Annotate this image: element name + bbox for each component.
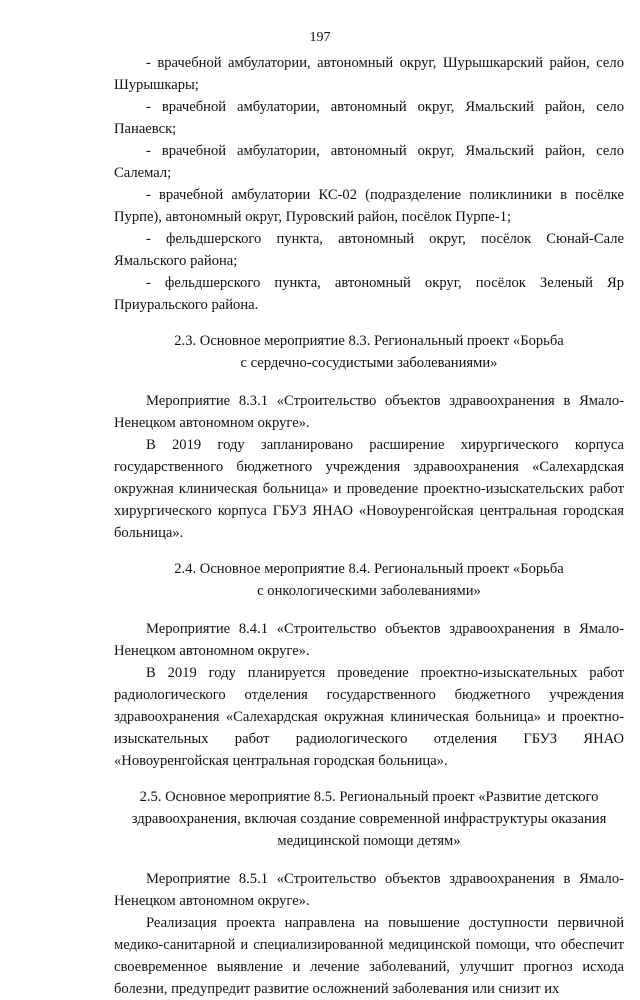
- list-item: - врачебной амбулатории КС-02 (подразделение поликлиники в посёлке Пурпе), автономный округ, Пуровский район, посёлок Пурпе-1;: [114, 187, 624, 225]
- heading-line: 2.3. Основное мероприятие 8.3. Региональный проект «Борьба: [174, 333, 564, 349]
- heading-line: 2.4. Основное мероприятие 8.4. Региональный проект «Борьба: [174, 561, 564, 577]
- paragraph: В 2019 году запланировано расширение хирургического корпуса государственного бюджетного учреждения здравоохранения «Салехардская окружная клиническая больница» и проведение проектно-изыскательских работ хирургического корпуса ГБУЗ ЯНАО «Новоуренгойская центральная городская больница».: [114, 437, 624, 541]
- heading-line: с сердечно-сосудистыми заболеваниями»: [240, 355, 498, 371]
- section-heading-2-4: [114, 558, 624, 602]
- paragraph: Реализация проекта направлена на повышение доступности первичной медико-санитарной и специализированной медицинской помощи, что обеспечит своевременное выявление и лечение заболеваний, улучшит прогноз исхода болезни, предупредит развитие осложнений заболевания или снизит их: [114, 915, 624, 997]
- list-item: - врачебной амбулатории, автономный округ, Шурышкарский район, село Шурышкары;: [114, 55, 624, 93]
- paragraph: Мероприятие 8.3.1 «Строительство объектов здравоохранения в Ямало-Ненецком автономном округе».: [114, 393, 624, 431]
- paragraph: Мероприятие 8.4.1 «Строительство объектов здравоохранения в Ямало-Ненецком автономном округе».: [114, 621, 624, 659]
- list-item: - фельдшерского пункта, автономный округ, посёлок Зеленый Яр Приуральского района.: [114, 275, 624, 313]
- section-heading-2-5: [106, 786, 632, 852]
- heading-line: 2.5. Основное мероприятие 8.5. Региональный проект «Развитие детского: [139, 789, 599, 805]
- paragraph: В 2019 году планируется проведение проектно-изыскательных работ радиологического отделения государственного бюджетного учреждения здравоохранения «Салехардская окружная клиническая больница» и проектно-изыскательных работ радиологического отделения ГБУЗ ЯНАО «Новоуренгойская центральная городская больница».: [114, 665, 624, 769]
- list-item: - фельдшерского пункта, автономный округ, посёлок Сюнай-Сале Ямальского района;: [114, 231, 624, 269]
- section-heading-2-3: [114, 330, 624, 374]
- list-item: - врачебной амбулатории, автономный округ, Ямальский район, село Панаевск;: [114, 99, 624, 137]
- heading-line: с онкологическими заболеваниями»: [257, 583, 481, 599]
- heading-line: здравоохранения, включая создание современной инфраструктуры оказания: [131, 811, 607, 827]
- page-number: 197: [309, 30, 331, 45]
- document-body: [114, 52, 624, 1000]
- list-item: - врачебной амбулатории, автономный округ, Ямальский район, село Салемал;: [114, 143, 624, 181]
- paragraph: Мероприятие 8.5.1 «Строительство объектов здравоохранения в Ямало-Ненецком автономном округе».: [114, 871, 624, 909]
- heading-line: медицинской помощи детям»: [277, 833, 461, 849]
